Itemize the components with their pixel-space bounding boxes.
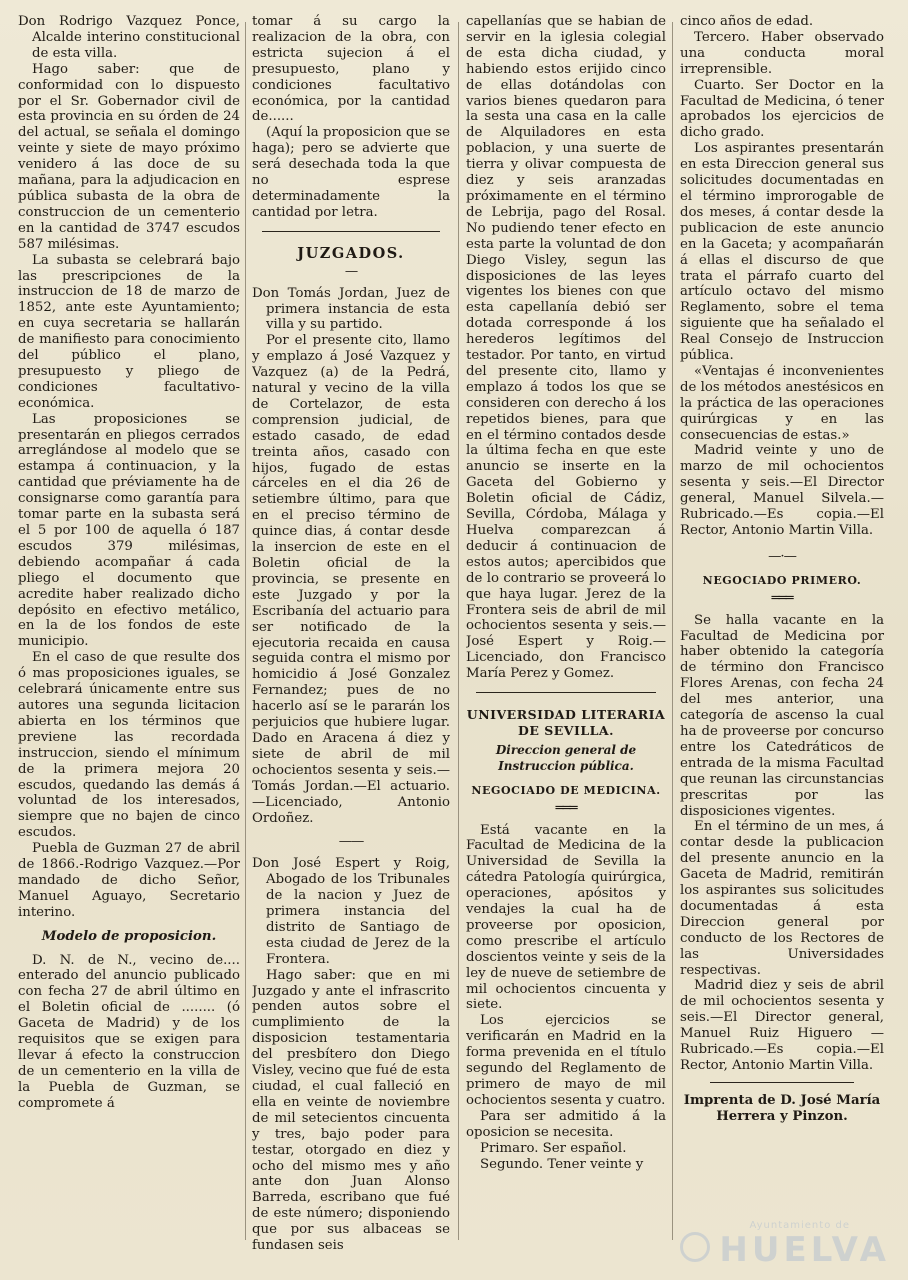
- notice-header: Don Rodrigo Vazquez Ponce, Alcalde interino constitucional de esta villa.: [18, 14, 240, 61]
- separator: ——: [338, 834, 364, 850]
- separator: ═══: [771, 590, 793, 606]
- separator: ═══: [555, 800, 577, 816]
- model-title: Modelo de proposicion.: [41, 928, 217, 944]
- paragraph: Se halla vacante en la Facultad de Medicina por haber obtenido la categoría de término don Francisco Flores Arenas, con fecha 24 del mes anterior, una categoría de ascenso la cual ha de proveerse por concurso entre los Catedráticos de entrada de la misma Facultad que reunan las circunstancias prescritas por las disposiciones vigentes.: [680, 612, 884, 819]
- paragraph: Hago saber: que de conformidad con lo dispuesto por el Sr. Gobernador civil de esta provincia en su órden de 24 del actual, se señala el domingo veinte y siete de mayo próximo venidero á las doce de su mañana, para la adjudicacion en pública subasta de la obra de construccion de un cementerio en la cantidad de 3747 escudos 587 milésimas.: [18, 61, 240, 252]
- city-seal-icon: [680, 1232, 710, 1262]
- column-3: [466, 14, 666, 1270]
- section-rule: [262, 231, 440, 232]
- paragraph: Por el presente cito, llamo y emplazo á José Vazquez y Vazquez (a) de la Pedrá, natural y vecino de la villa de Cortelazor, de esta comprension judicial, de estado casado, de edad treinta años, casado con hijos, fugado de estas cárceles en el dia 26 de setiembre último, para que en el preciso término de quince dias, á contar desde la insercion de este en el Boletin oficial de la provincia, se presente en este Juzgado y por la Escribanía del actuario para ser notificado de la ejecutoria recaida en causa seguida contra el mismo por homicidio á José Gonzalez Fernandez; pues de no hacerlo así se le pararán los perjuicios que hubiere lugar. Dado en Aracena á diez y siete de abril de mil ochocientos sesenta y seis.—Tomás Jordan.—El actuario. —Licenciado, Antonio Ordoñez.: [252, 333, 450, 826]
- negociado-heading: NEGOCIADO DE MEDICINA.: [471, 783, 661, 797]
- paragraph: Madrid diez y seis de abril de mil ochocientos sesenta y seis.—El Director general, Manuel Ruiz Higuero —Rubricado.—Es copia.—El Rector, Antonio Martin Villa.: [680, 978, 884, 1073]
- paragraph: Puebla de Guzman 27 de abril de 1866.-Rodrigo Vazquez.—Por mandado de dicho Señor, Manuel Aguayo, Secretario interino.: [18, 841, 240, 920]
- paragraph: La subasta se celebrará bajo las prescripciones de la instruccion de 18 de marzo de 1852, ante este Ayuntamiento; en cuya secretaria se hallarán de manifiesto para conocimiento del público el plano, presupuesto y pliego de condiciones facultativo-económica.: [18, 252, 240, 411]
- watermark-main: HUELVA: [719, 1230, 890, 1270]
- column-2: [252, 14, 450, 1270]
- paragraph: Segundo. Tener veinte y: [480, 1156, 644, 1172]
- paragraph: Para ser admitido á la oposicion se necesita.: [466, 1108, 666, 1140]
- watermark: [650, 1220, 890, 1270]
- paragraph: D. N. de N., vecino de.... enterado del anuncio publicado con fecha 27 de abril último en el Boletin oficial de ........ (ó Gaceta de Madrid) y de los requisitos que se exigen para llevar á efecto la construccion de un cementerio en la villa de la Puebla de Guzman, se compromete á: [18, 952, 240, 1111]
- separator: —·—: [768, 548, 796, 564]
- watermark-top: Ayuntamiento de: [749, 1220, 850, 1231]
- paragraph: Los aspirantes presentarán en esta Direccion general sus solicitudes documentadas en el término improrogable de dos meses, á contar desde la publicacion de este anuncio en la Gaceta; y acompañarán á ellas el discurso de que trata el párrafo cuarto del artículo octavo del mismo Reglamento, sobre el tema siguiente que ha señalado el Real Consejo de Instruccion pública.: [680, 141, 884, 364]
- paragraph: Las proposiciones se presentarán en pliegos cerrados arreglándose al modelo que se estampa á continuacion, y la cantidad que préviamente ha de consignarse como garantía para tomar parte en la subasta será el 5 por 100 de aquella ó 187 escudos 379 milésimas, debiendo acompañar á cada pliego el documento que acredite haber realizado dicho depósito en efectivo metálico, en la de los fondos de este municipio.: [18, 411, 240, 650]
- section-subheading: Direccion general de Instruccion pública.: [495, 742, 637, 773]
- paragraph: Primaro. Ser español.: [480, 1140, 627, 1156]
- paragraph: Está vacante en la Facultad de Medicina de la Universidad de Sevilla la cátedra Patología quirúrgica, operaciones, apósitos y vendajes la cual ha de proveerse por oposicion, como prescribe el artículo doscientos veinte y seis de la ley de nueve de setiembre de mil ochocientos cincuenta y siete.: [466, 822, 666, 1013]
- notice-header: Don Tomás Jordan, Juez de primera instancia de esta villa y su partido.: [252, 285, 450, 333]
- separator: —: [344, 263, 358, 279]
- column-4: [680, 14, 884, 1270]
- imprenta-credit: Imprenta de D. José María Herrera y Pinzon.: [683, 1092, 881, 1124]
- paragraph: En el término de un mes, á contar desde la publicacion del presente anuncio en la Gaceta de Madrid, remitirán los aspirantes sus solicitudes documentadas á esta Direccion general por conducto de los Rectores de las Universidades respectivas.: [680, 819, 884, 978]
- paragraph: (Aquí la proposicion que se haga); pero se advierte que será desechada toda la que no esprese determinadamente la cantidad por letra.: [252, 125, 450, 220]
- paragraph: En el caso de que resulte dos ó mas proposiciones iguales, se celebrará únicamente entre sus autores una segunda licitacion abierta en los términos que previene las recordada instruccion, siendo el mínimum de la primera mejora 20 escudos, quedando las demás á voluntad de los interesados, siempre que no bajen de cinco escudos.: [18, 650, 240, 841]
- negociado-heading: NEGOCIADO PRIMERO.: [702, 573, 862, 587]
- paragraph: tomar á su cargo la realizacion de la obra, con estricta sujecion á el presupuesto, plano y condiciones facultativo económica, por la cantidad de......: [252, 14, 450, 125]
- column-1: [18, 14, 240, 1270]
- section-rule: [710, 1082, 854, 1083]
- paragraph: Madrid veinte y uno de marzo de mil ochocientos sesenta y seis.—El Director general, Manuel Silvela.—Rubricado.—Es copia.—El Rector, Antonio Martin Villa.: [680, 443, 884, 538]
- column-rule: [458, 22, 459, 1240]
- column-rule: [245, 22, 246, 1240]
- notice-header: Don José Espert y Roig, Abogado de los Tribunales de la nacion y Juez de primera instancia del distrito de Santiago de esta ciudad de Jerez de la Frontera.: [252, 856, 450, 967]
- section-rule: [476, 692, 656, 693]
- paragraph: cinco años de edad.: [680, 14, 814, 29]
- column-rule: [672, 22, 673, 1240]
- paragraph: Hago saber: que en mi Juzgado y ante el infrascrito penden autos sobre el cumplimiento de la disposicion testamentaria del presbítero don Diego Visley, vecino que fué de esta ciudad, el cual falleció en ella en veinte de noviembre de mil setecientos cincuenta y tres, bajo poder para testar, otorgado en diez y ocho del mismo mes y año ante don Juan Alonso Barreda, escribano que fué de este número; disponiendo que por sus albaceas se fundasen seis: [252, 967, 450, 1254]
- section-heading-universidad: UNIVERSIDAD LITERARIA DE SEVILLA.: [466, 707, 666, 738]
- paragraph: Tercero. Haber observado una conducta moral irreprensible.: [680, 29, 884, 77]
- paragraph: «Ventajas é inconvenientes de los métodos anestésicos en la práctica de las operaciones quirúrgicas y en las consecuencias de estas.»: [680, 363, 884, 443]
- paragraph: Los ejercicios se verificarán en Madrid en la forma prevenida en el título segundo del Reglamento de primero de mayo de mil ochocientos sesenta y cuatro.: [466, 1013, 666, 1108]
- paragraph: Cuarto. Ser Doctor en la Facultad de Medicina, ó tener aprobados los ejercicios de dicho grado.: [680, 77, 884, 141]
- paragraph: capellanías que se habian de servir en la iglesia colegial de esta dicha ciudad, y habiendo estos erijido cinco de ellas dotándolas con varios bienes quedaron para la sesta una casa en la calle de Alquiladores en esta poblacion, y una suerte de tierra y olivar compuesta de diez y seis aranzadas próximamente en el término de Lebrija, pago del Rosal. No pudiendo tener efecto en esta parte la voluntad de don Diego Visley, segun las disposiciones de las leyes vigentes los bienes con que esta capellanía debió ser dotada corresponde á los herederos legítimos del testador. Por tanto, en virtud del presente cito, llamo y emplazo á todos los que se consideren con derecho á los repetidos bienes, para que en el término contados desde la última fecha en que este anuncio se inserte en la Gaceta del Gobierno y Boletin oficial de Cádiz, Sevilla, Córdoba, Málaga y Huelva comparezcan á deducir á continuacion de estos autos; apercibidos que de lo contrario se proveerá lo que haya lugar. Jerez de la Frontera seis de abril de mil ochocientos sesenta y seis.—José Espert y Roig.—Licenciado, don Francisco María Perez y Gomez.: [466, 14, 666, 682]
- section-heading-juzgados: JUZGADOS.: [297, 244, 405, 262]
